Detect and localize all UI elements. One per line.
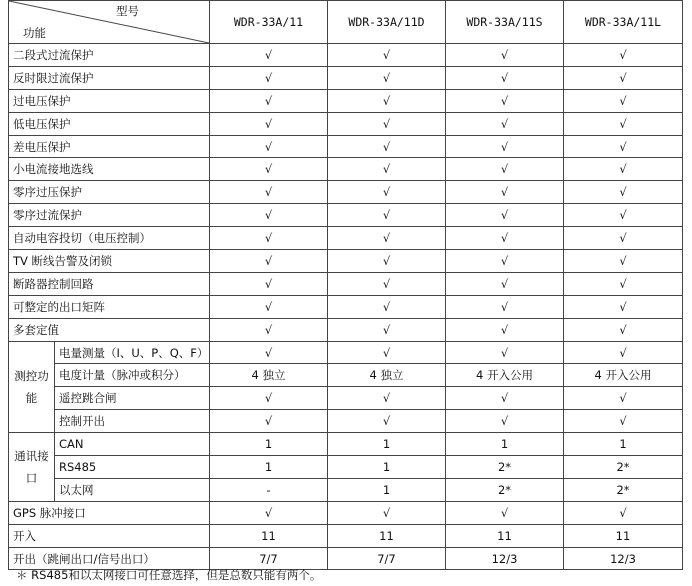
value-cell: √ bbox=[210, 295, 328, 318]
value-cell: √ bbox=[328, 112, 446, 135]
table-row bbox=[9, 524, 683, 547]
table-row bbox=[9, 433, 683, 456]
value-cell: √ bbox=[564, 158, 683, 181]
value-cell: √ bbox=[564, 44, 683, 67]
diagonal-header-cell bbox=[9, 1, 210, 44]
value-cell: 1 bbox=[210, 433, 328, 456]
value-cell: √ bbox=[328, 89, 446, 112]
value-cell: - bbox=[210, 478, 328, 501]
model-header-3: WDR-33A/11S bbox=[446, 1, 564, 44]
function-header-label: 功能 bbox=[23, 26, 46, 40]
value-cell: √ bbox=[328, 410, 446, 433]
table-row bbox=[9, 364, 683, 387]
value-cell: √ bbox=[328, 318, 446, 341]
function-label: 开出（跳闸出口/信号出口） bbox=[9, 547, 210, 570]
value-cell: 12/3 bbox=[564, 547, 683, 570]
value-cell: √ bbox=[210, 44, 328, 67]
value-cell: √ bbox=[446, 44, 564, 67]
value-cell: √ bbox=[446, 295, 564, 318]
table-row bbox=[9, 272, 683, 295]
table-row bbox=[9, 478, 683, 501]
value-cell: 2* bbox=[564, 478, 683, 501]
value-cell: 11 bbox=[328, 524, 446, 547]
table-row bbox=[9, 181, 683, 204]
value-cell: √ bbox=[328, 66, 446, 89]
value-cell: √ bbox=[210, 250, 328, 273]
model-header-2: WDR-33A/11D bbox=[328, 1, 446, 44]
value-cell: √ bbox=[564, 272, 683, 295]
value-cell: √ bbox=[210, 341, 328, 364]
function-label: 多套定值 bbox=[9, 318, 210, 341]
value-cell: √ bbox=[446, 318, 564, 341]
table-row bbox=[9, 227, 683, 250]
value-cell: 4 开入公用 bbox=[446, 364, 564, 387]
value-cell: √ bbox=[210, 501, 328, 524]
value-cell: √ bbox=[446, 250, 564, 273]
value-cell: 12/3 bbox=[446, 547, 564, 570]
value-cell: 4 独立 bbox=[210, 364, 328, 387]
table-row bbox=[9, 135, 683, 158]
value-cell: √ bbox=[564, 181, 683, 204]
value-cell: √ bbox=[446, 135, 564, 158]
value-cell: √ bbox=[210, 387, 328, 410]
value-cell: √ bbox=[328, 44, 446, 67]
function-label: 零序过压保护 bbox=[9, 181, 210, 204]
spec-table bbox=[8, 0, 683, 570]
value-cell: √ bbox=[446, 387, 564, 410]
value-cell: √ bbox=[446, 89, 564, 112]
value-cell: √ bbox=[328, 250, 446, 273]
function-label: 二段式过流保护 bbox=[9, 44, 210, 67]
value-cell: √ bbox=[210, 135, 328, 158]
value-cell: √ bbox=[446, 112, 564, 135]
value-cell: √ bbox=[210, 272, 328, 295]
value-cell: √ bbox=[328, 341, 446, 364]
value-cell: 1 bbox=[446, 433, 564, 456]
value-cell: 2* bbox=[564, 456, 683, 479]
value-cell: 2* bbox=[446, 478, 564, 501]
header-row bbox=[9, 1, 683, 44]
value-cell: √ bbox=[564, 227, 683, 250]
sub-function-label: 以太网 bbox=[55, 478, 210, 501]
table-row bbox=[9, 250, 683, 273]
value-cell: √ bbox=[564, 250, 683, 273]
value-cell: 1 bbox=[328, 433, 446, 456]
table-row bbox=[9, 456, 683, 479]
function-label: 过电压保护 bbox=[9, 89, 210, 112]
value-cell: √ bbox=[210, 89, 328, 112]
value-cell: √ bbox=[446, 272, 564, 295]
value-cell: √ bbox=[564, 318, 683, 341]
sub-function-label: 控制开出 bbox=[55, 410, 210, 433]
function-label: 零序过流保护 bbox=[9, 204, 210, 227]
value-cell: √ bbox=[210, 204, 328, 227]
value-cell: √ bbox=[564, 112, 683, 135]
value-cell: 1 bbox=[328, 478, 446, 501]
group-label: 测控功能 bbox=[9, 341, 55, 433]
table-row bbox=[9, 89, 683, 112]
table-row bbox=[9, 341, 683, 364]
table-row bbox=[9, 295, 683, 318]
value-cell: 4 独立 bbox=[328, 364, 446, 387]
function-label: 断路器控制回路 bbox=[9, 272, 210, 295]
value-cell: √ bbox=[446, 204, 564, 227]
value-cell: √ bbox=[328, 135, 446, 158]
value-cell: √ bbox=[564, 501, 683, 524]
value-cell: √ bbox=[210, 112, 328, 135]
value-cell: 2* bbox=[446, 456, 564, 479]
function-label: TV 断线告警及闭锁 bbox=[9, 250, 210, 273]
value-cell: √ bbox=[210, 318, 328, 341]
sub-function-label: RS485 bbox=[55, 456, 210, 479]
value-cell: √ bbox=[328, 295, 446, 318]
function-label: 自动电容投切（电压控制） bbox=[9, 227, 210, 250]
footnote: ＊ RS485和以太网接口可任意选择，但是总数只能有两个。 bbox=[16, 568, 322, 582]
model-header-label: 型号 bbox=[116, 4, 139, 18]
value-cell: 11 bbox=[210, 524, 328, 547]
function-label: 低电压保护 bbox=[9, 112, 210, 135]
value-cell: √ bbox=[328, 227, 446, 250]
table-row bbox=[9, 158, 683, 181]
value-cell: 4 开入公用 bbox=[564, 364, 683, 387]
value-cell: 7/7 bbox=[328, 547, 446, 570]
value-cell: √ bbox=[210, 158, 328, 181]
sub-function-label: 电量测量（I、U、P、Q、F） bbox=[55, 341, 210, 364]
value-cell: √ bbox=[564, 204, 683, 227]
table-row bbox=[9, 112, 683, 135]
value-cell: √ bbox=[328, 387, 446, 410]
value-cell: √ bbox=[564, 387, 683, 410]
value-cell: √ bbox=[446, 501, 564, 524]
table-row bbox=[9, 204, 683, 227]
value-cell: 1 bbox=[328, 456, 446, 479]
value-cell: √ bbox=[564, 135, 683, 158]
value-cell: √ bbox=[328, 158, 446, 181]
value-cell: 1 bbox=[210, 456, 328, 479]
value-cell: √ bbox=[446, 410, 564, 433]
value-cell: √ bbox=[446, 181, 564, 204]
value-cell: √ bbox=[328, 204, 446, 227]
value-cell: √ bbox=[210, 66, 328, 89]
value-cell: √ bbox=[210, 181, 328, 204]
table-row bbox=[9, 410, 683, 433]
value-cell: √ bbox=[210, 227, 328, 250]
model-header-4: WDR-33A/11L bbox=[564, 1, 683, 44]
value-cell: √ bbox=[446, 227, 564, 250]
table-row bbox=[9, 66, 683, 89]
function-label: 开入 bbox=[9, 524, 210, 547]
model-header-1: WDR-33A/11 bbox=[210, 1, 328, 44]
function-label: 差电压保护 bbox=[9, 135, 210, 158]
table-row bbox=[9, 387, 683, 410]
value-cell: √ bbox=[564, 89, 683, 112]
function-label: 小电流接地选线 bbox=[9, 158, 210, 181]
group-label: 通讯接口 bbox=[9, 433, 55, 502]
value-cell: √ bbox=[446, 66, 564, 89]
value-cell: 7/7 bbox=[210, 547, 328, 570]
value-cell: 11 bbox=[564, 524, 683, 547]
sub-function-label: 电度计量（脉冲或积分） bbox=[55, 364, 210, 387]
function-label: 反时限过流保护 bbox=[9, 66, 210, 89]
function-label: GPS 脉冲接口 bbox=[9, 501, 210, 524]
value-cell: √ bbox=[446, 158, 564, 181]
sub-function-label: CAN bbox=[55, 433, 210, 456]
value-cell: 1 bbox=[564, 433, 683, 456]
value-cell: √ bbox=[564, 341, 683, 364]
value-cell: √ bbox=[210, 410, 328, 433]
function-label: 可整定的出口矩阵 bbox=[9, 295, 210, 318]
value-cell: √ bbox=[564, 410, 683, 433]
value-cell: √ bbox=[564, 66, 683, 89]
value-cell: 11 bbox=[446, 524, 564, 547]
table-row bbox=[9, 318, 683, 341]
value-cell: √ bbox=[446, 341, 564, 364]
value-cell: √ bbox=[328, 181, 446, 204]
table-row bbox=[9, 501, 683, 524]
sub-function-label: 遥控跳合闸 bbox=[55, 387, 210, 410]
value-cell: √ bbox=[564, 295, 683, 318]
table-row bbox=[9, 44, 683, 67]
value-cell: √ bbox=[328, 272, 446, 295]
value-cell: √ bbox=[328, 501, 446, 524]
